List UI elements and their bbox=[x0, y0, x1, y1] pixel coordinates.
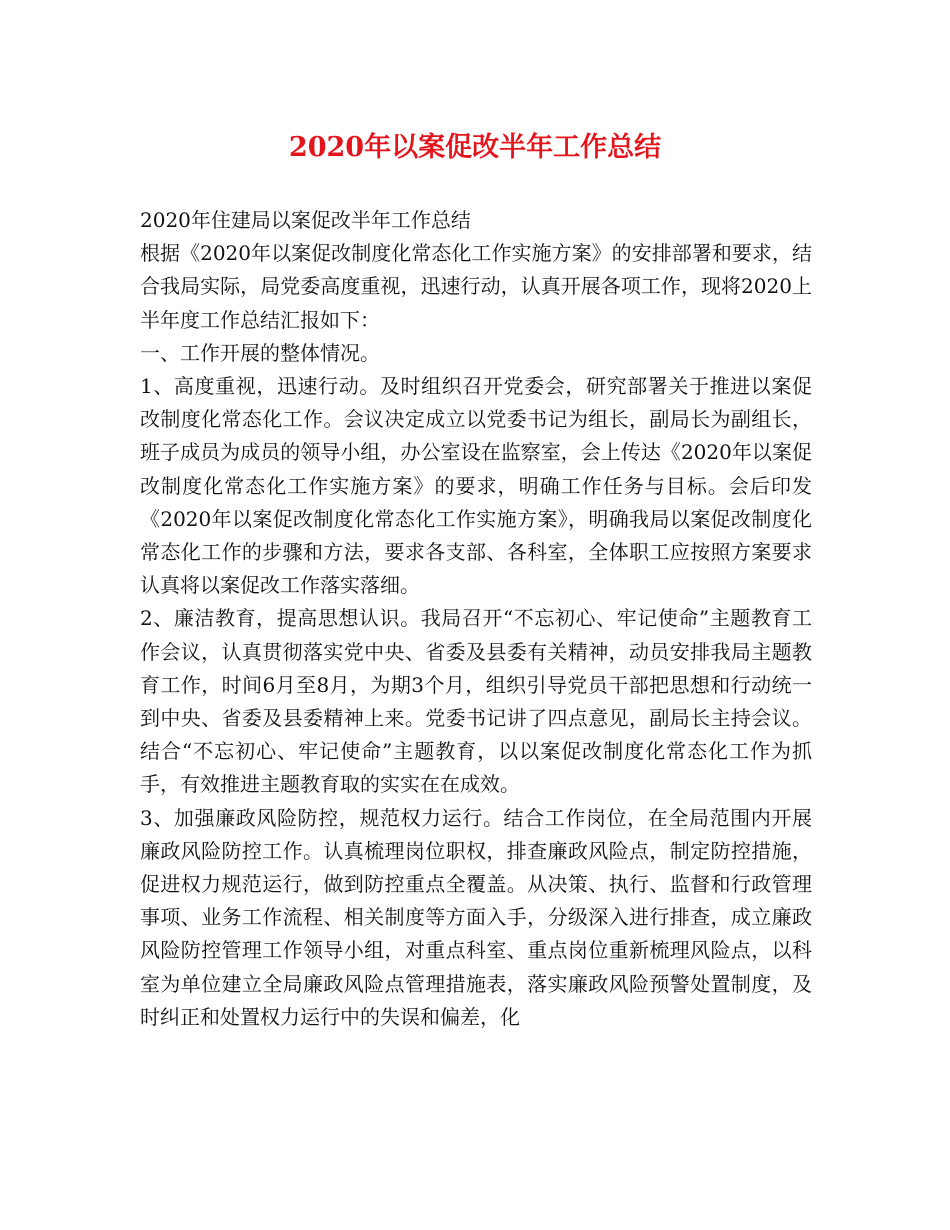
section-heading-overall: 一、工作开展的整体情况。 bbox=[140, 340, 380, 365]
document-title: 2020年以案促改半年工作总结 bbox=[288, 132, 662, 163]
paragraph-item-2: 2、廉洁教育，提高思想认识。我局召开“不忘初心、牢记使命”主题教育工作会议，认真贯彻落实党中央、省委及县委有关精神，动员安排我局主题教育工作，时间6月至8月，为期3个月，组织引导党员干部把思想和行动统一到中央、省委及县委精神上来。党委书记讲了四点意见，副局长主持会议。结合“不忘初心、牢记使命”主题教育，以以案促改制度化常态化工作为抓手，有效推进主题教育取的实实在在成效。 bbox=[140, 606, 812, 797]
paragraph-subtitle: 2020年住建局以案促改半年工作总结 bbox=[140, 208, 471, 232]
paragraph-intro: 根据《2020年以案促改制度化常态化工作实施方案》的安排部署和要求，结合我局实际，局党委高度重视，迅速行动，认真开展各项工作，现将2020上半年度工作总结汇报如下： bbox=[140, 241, 812, 332]
paragraph-item-3: 3、加强廉政风险防控，规范权力运行。结合工作岗位，在全局范围内开展廉政风险防控工作。认真梳理岗位职权，排查廉政风险点，制定防控措施，促进权力规范运行，做到防控重点全覆盖。从决策、执行、监督和行政管理事项、业务工作流程、相关制度等方面入手，分级深入进行排查，成立廉政风险防控管理工作领导小组，对重点科室、重点岗位重新梳理风险点，以科室为单位建立全局廉政风险点管理措施表，落实廉政风险预警处置制度，及时纠正和处置权力运行中的失误和偏差，化 bbox=[140, 805, 812, 1029]
paragraph-item-1: 1、高度重视，迅速行动。及时组织召开党委会，研究部署关于推进以案促改制度化常态化工作。会议决定成立以党委书记为组长，副局长为副组长，班子成员为成员的领导小组，办公室设在监察室，会上传达《2020年以案促改制度化常态化工作实施方案》的要求，明确工作任务与目标。会后印发《2020年以案促改制度化常态化工作实施方案》，明确我局以案促改制度化常态化工作的步骤和方法，要求各支部、各科室，全体职工应按照方案要求认真将以案促改工作落实落细。 bbox=[140, 374, 812, 598]
document-body bbox=[140, 204, 812, 1034]
